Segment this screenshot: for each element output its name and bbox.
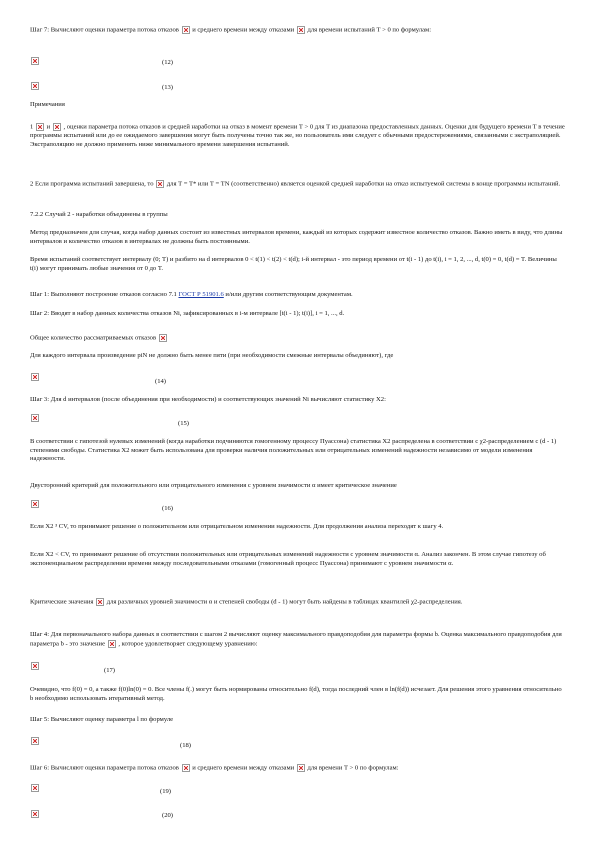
broken-image-icon <box>36 123 44 131</box>
broken-image-icon <box>182 764 190 772</box>
equation-number-16: (16) <box>162 505 173 512</box>
note-1: 1 и , оценки параметра потока отказов и средней наработки на отказ в момент времени T > 0 для T из диапазона предоставленных данных. Оценки для будущего времени T в течение программы испытаний или до ее ожидаемого завершения могут быть получены точно так же, но пользователь ими следует с обычными предостережениями, связанными с экстраполяцией. Экстраполяцию не должно применять ниже минимального времени завершения испытаний. <box>30 123 565 148</box>
broken-image-icon <box>159 334 167 342</box>
step6-paragraph: Шаг 6: Вычисляют оценки параметра потока отказов и среднего времени между отказами для времени T > 0 по формулам: <box>30 764 399 772</box>
section-heading: 7.2.2 Случай 2 - наработки объединены в группы <box>30 211 168 218</box>
broken-image-icon <box>31 784 39 792</box>
broken-image-icon <box>297 764 305 772</box>
gost-link[interactable]: ГОСТ Р 51901.6 <box>178 291 224 298</box>
broken-image-icon <box>96 598 104 606</box>
broken-image-icon <box>31 500 39 508</box>
equation-number-19: (19) <box>160 788 171 795</box>
step4-paragraph: Шаг 4: Для первоначального набора данных в соответствии с шагом 2 вычисляют оценку максимального правдоподобия для параметра формы b. Оценка максимального правдоподобия для параметра b - это значение , которое удовлетворяет следующему уравнению: <box>30 631 562 648</box>
interval-paragraph: Время испытаний соответствует интервалу (0; T) и разбито на d интервалов 0 < t(1) < t(2) < t(d); i-й интервал - это период времени от t(i - 1) до t(i), i = 1, 2, ..., d, t(0) = 0, t(d) = T. Величины t(i) могут принимать любые значения от 0 до T. <box>30 256 557 272</box>
equation-number-13: (13) <box>162 84 173 91</box>
broken-image-icon <box>182 26 190 34</box>
broken-image-icon <box>53 123 61 131</box>
equation-number-17: (17) <box>104 667 115 674</box>
equation-number-18: (18) <box>180 742 191 749</box>
broken-image-icon <box>31 414 39 422</box>
if-less-paragraph: Если X2 < CV, то принимают решение об отсутствии положительных или отрицательных изменений надежности с уровнем значимости α. Анализ закончен. В этом случае гипотезу об экспоненциальном распределении времени между последовательными отказами (гомогенный процесс Пуассона) принимают с уровнем значимости α. <box>30 551 546 567</box>
method-paragraph: Метод предназначен для случая, когда набор данных состоит из известных интервалов времени, каждый из которых содержит известное количество отказов. Важно иметь в виду, что длины интервалов и количество отказов в интервалах не должны быть постоянными. <box>30 229 563 245</box>
equation-number-15: (15) <box>178 420 189 427</box>
each-interval-paragraph: Для каждого интервала произведение piN не должно быть менее пяти (при необходимости смежные интервалы объединяют), где <box>30 352 394 359</box>
two-sided-criterion-paragraph: Двусторонний критерий для положительного или отрицательного изменения с уровнем значимости α имеет критическое значение <box>30 482 397 489</box>
equation-number-20: (20) <box>162 812 173 819</box>
note-2: 2 Если программа испытаний завершена, то для T = T* или T = TN (соответственно) является оценкой средней наработки на отказ испытуемой системы в конце программы испытаний. <box>30 180 561 188</box>
hypothesis-paragraph: В соответствии с гипотезой нулевых изменений (когда наработки подчиняются гомогенному процессу Пуассона) статистика X2 распределена в соответствии с χ2-распределением с (d - 1) степенями свободы. Статистика X2 может быть использована для проверки наличия положительных или отрицательных изменений надежности независимо от модели изменения надежности. <box>30 438 557 463</box>
equation-number-12: (12) <box>162 59 173 66</box>
broken-image-icon <box>31 82 39 90</box>
notes-heading: Примечания <box>30 101 65 108</box>
step2-paragraph: Шаг 2: Вводят в набор данных количества отказов Ni, зафиксированных в i-м интервале [t(i - 1); t(i)], i = 1, ..., d. <box>30 310 345 317</box>
if-greater-paragraph: Если X2 ³ CV, то принимают решение о положительном или отрицательном изменении надежности. Для продолжения анализа переходят к шагу 4. <box>30 523 444 530</box>
step1-paragraph: Шаг 1: Выполняют построение отказов согласно 7.1 ГОСТ Р 51901.6 и/или другим соответствующим документам. <box>30 291 353 298</box>
total-failures-paragraph: Общее количество рассматриваемых отказов <box>30 334 565 343</box>
equation-number-14: (14) <box>155 378 166 385</box>
obvious-paragraph: Очевидно, что f(0) = 0, а также f(0)ln(0) = 0. Все члены f(.) могут быть нормированы относительно f(d), тогда последний член в ln(f(d)) исчезает. Для решения этого уравнения относительно b необходимо использовать итеративный метод. <box>30 686 562 702</box>
broken-image-icon <box>31 737 39 745</box>
broken-image-icon <box>31 662 39 670</box>
broken-image-icon <box>108 640 116 648</box>
step7-paragraph: Шаг 7: Вычисляют оценки параметра потока отказов и среднего времени между отказами для времени испытаний T > 0 по формулам: <box>30 26 432 34</box>
broken-image-icon <box>31 57 39 65</box>
broken-image-icon <box>297 26 305 34</box>
step3-paragraph: Шаг 3: Для d интервалов (после объединения при необходимости) и соответствующих значений Ni вычисляют статистику X2: <box>30 396 386 403</box>
broken-image-icon <box>31 810 39 818</box>
broken-image-icon <box>156 180 164 188</box>
step5-paragraph: Шаг 5: Вычисляют оценку параметра l по формуле <box>30 716 174 723</box>
broken-image-icon <box>31 373 39 381</box>
critical-values-paragraph: Критические значения для различных уровней значимости α и степеней свободы (d - 1) могут быть найдены в таблицах квантилей χ2-распределения. <box>30 598 463 606</box>
